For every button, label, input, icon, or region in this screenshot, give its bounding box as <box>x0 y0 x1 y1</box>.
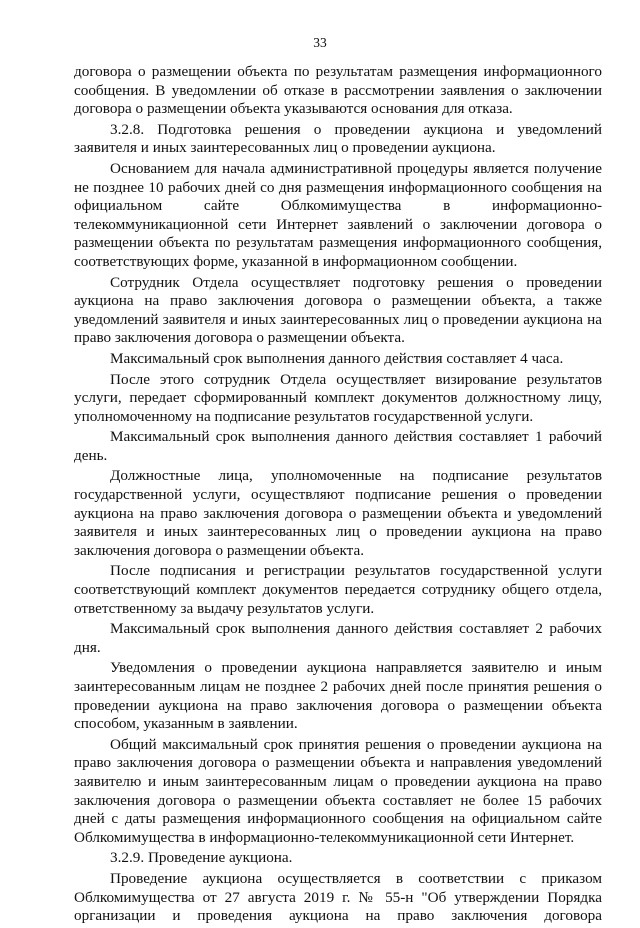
paragraph: Максимальный срок выполнения данного действия составляет 2 рабочих дня. <box>74 620 602 656</box>
paragraph: Должностные лица, уполномоченные на подписание результатов государственной услуги, осуществляют подписание решения о проведении аукциона на право заключения договора о размещении объекта и уведомлений заявителя и иных заинтересованных лиц о проведении аукциона на право заключения договора о размещении объекта. <box>74 467 602 559</box>
page-number: 33 <box>313 35 327 50</box>
paragraph: После подписания и регистрации результатов государственной услуги соответствующий комплект документов передается сотруднику общего отдела, ответственному за выдачу результатов услуги. <box>74 562 602 617</box>
paragraph: Общий максимальный срок принятия решения о проведении аукциона на право заключения договора о размещении объекта и направления уведомлений заявителю и иным заинтересованным лицам о проведении аукциона на право заключения договора о размещении объекта составляет не более 15 рабочих дней с даты размещения информационного сообщения на официальном сайте Облкомимущества в информационно-телекоммуникационной сети Интернет. <box>74 735 602 846</box>
section-heading-3-2-9: 3.2.9. Проведение аукциона. <box>110 849 293 867</box>
section-heading-3-2-8: 3.2.8. Подготовка решения о проведении аукциона и уведомлений заявителя и иных заинтересованных лиц о проведении аукциона. <box>74 120 602 157</box>
paragraph: После этого сотрудник Отдела осуществляет визирование результатов услуги, передает сформированный комплект документов должностному лицу, уполномоченному на подписание результатов государственной услуги. <box>74 370 602 425</box>
paragraph: договора о размещении объекта по результатам размещения информационного сообщения. В уведомлении об отказе в рассмотрении заявления о заключении договора о размещении объекта указываются основания для отказа. <box>74 63 602 118</box>
document-body <box>74 63 602 928</box>
paragraph: Проведение аукциона осуществляется в соответствии с приказом Облкомимущества от 27 августа 2019 г. № 55-н "Об утверждении Порядка организации и проведения аукциона на право заключения договора <box>74 869 602 925</box>
paragraph: Сотрудник Отдела осуществляет подготовку решения о проведении аукциона на право заключения договора о размещении объекта, а также уведомлений заявителя и иных заинтересованных лиц о проведении аукциона на право заключения договора о размещении объекта. <box>74 273 602 347</box>
paragraph: Максимальный срок выполнения данного действия составляет 1 рабочий день. <box>74 428 602 464</box>
paragraph: Основанием для начала административной процедуры является получение не позднее 10 рабочих дней со дня размещения информационного сообщения на официальном сайте Облкомимущества в информационно-телекоммуникационной сети Интернет заявлений о заключении договора о размещении объекта по результатам размещения информационного сообщения, соответствующих форме, указанной в информационном сообщении. <box>74 159 602 270</box>
paragraph: Уведомления о проведении аукциона направляется заявителю и иным заинтересованным лицам не позднее 2 рабочих дней после принятия решения о проведении аукциона на право заключения договора о размещении объекта способом, указанным в заявлении. <box>74 659 602 733</box>
paragraph: Максимальный срок выполнения данного действия составляет 4 часа. <box>110 349 564 367</box>
